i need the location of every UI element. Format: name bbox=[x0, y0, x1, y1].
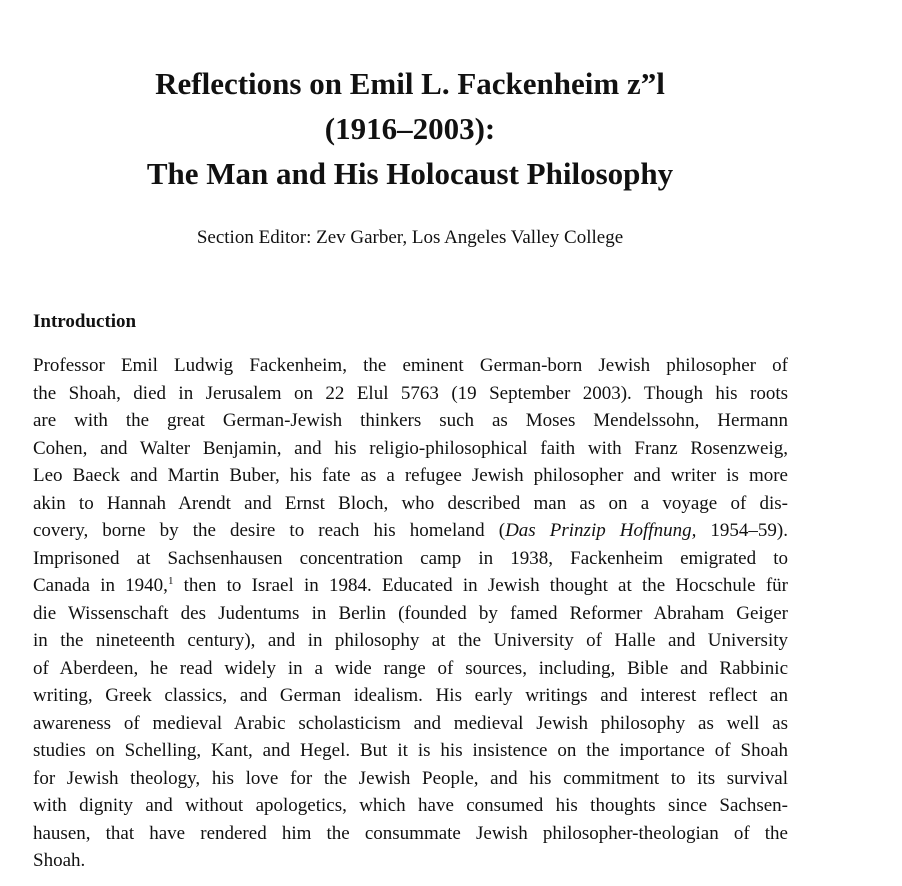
body-line: Imprisoned at Sachsenhausen concentration camp in 1938, Fackenheim emigrated to bbox=[33, 547, 788, 569]
body-line: with dignity and without apologetics, which have consumed his thoughts since Sachsen- bbox=[33, 795, 788, 816]
body-line: the Shoah, died in Jerusalem on 22 Elul 5763 (19 September 2003). Though his roots bbox=[33, 382, 788, 404]
title-line-3: The Man and His Holocaust Philosophy bbox=[146, 156, 674, 191]
body-line-text: Canada in 1940, bbox=[33, 575, 168, 596]
body-line: of Aberdeen, he read widely in a wide range of sources, including, Bible and Rabbinic bbox=[33, 657, 788, 679]
book-title-italic: Das Prinzip Hoffnung, bbox=[505, 520, 697, 541]
section-heading: Introduction bbox=[33, 311, 137, 332]
article-title bbox=[0, 61, 820, 196]
body-line: awareness of medieval Arabic scholasticism and medieval Jewish philosophy as well as bbox=[33, 712, 788, 734]
body-paragraph bbox=[33, 352, 788, 875]
body-line: writing, Greek classics, and German idealism. His early writings and interest reflect an bbox=[33, 685, 788, 706]
body-line-text: covery, borne by the desire to reach his homeland ( bbox=[33, 520, 506, 541]
body-line bbox=[33, 517, 788, 545]
body-line: Shoah. bbox=[33, 850, 86, 871]
body-line-text: then to Israel in 1984. Educated in Jewish thought at the Hocschule für bbox=[173, 575, 788, 596]
body-line bbox=[33, 572, 788, 600]
body-line: akin to Hannah Arendt and Ernst Bloch, who described man as on a voyage of dis- bbox=[33, 492, 788, 514]
body-line: hausen, that have rendered him the consummate Jewish philosopher-theologian of the bbox=[33, 822, 788, 844]
footnote-marker[interactable]: 1 bbox=[167, 575, 174, 587]
body-line: die Wissenschaft des Judentums in Berlin (founded by famed Reformer Abraham Geiger bbox=[33, 602, 788, 624]
body-line: in the nineteenth century), and in philosophy at the University of Halle and University bbox=[33, 630, 788, 651]
body-line: studies on Schelling, Kant, and Hegel. But it is his insistence on the importance of Shoah bbox=[33, 740, 788, 761]
title-line-1: Reflections on Emil L. Fackenheim z”l bbox=[155, 66, 665, 101]
body-line: Professor Emil Ludwig Fackenheim, the eminent German-born Jewish philosopher of bbox=[33, 355, 788, 376]
body-line-text: 1954–59). bbox=[696, 520, 788, 541]
body-line: are with the great German-Jewish thinkers such as Moses Mendelssohn, Hermann bbox=[33, 410, 788, 431]
body-line: Cohen, and Walter Benjamin, and his religio-philosophical faith with Franz Rosenzweig, bbox=[33, 437, 788, 459]
body-line: for Jewish theology, his love for the Jewish People, and his commitment to its survival bbox=[33, 767, 788, 789]
body-line: Leo Baeck and Martin Buber, his fate as a refugee Jewish philosopher and writer is more bbox=[33, 465, 788, 486]
title-line-2: (1916–2003): bbox=[324, 111, 496, 146]
section-editor-credit: Section Editor: Zev Garber, Los Angeles Valley College bbox=[196, 227, 624, 248]
